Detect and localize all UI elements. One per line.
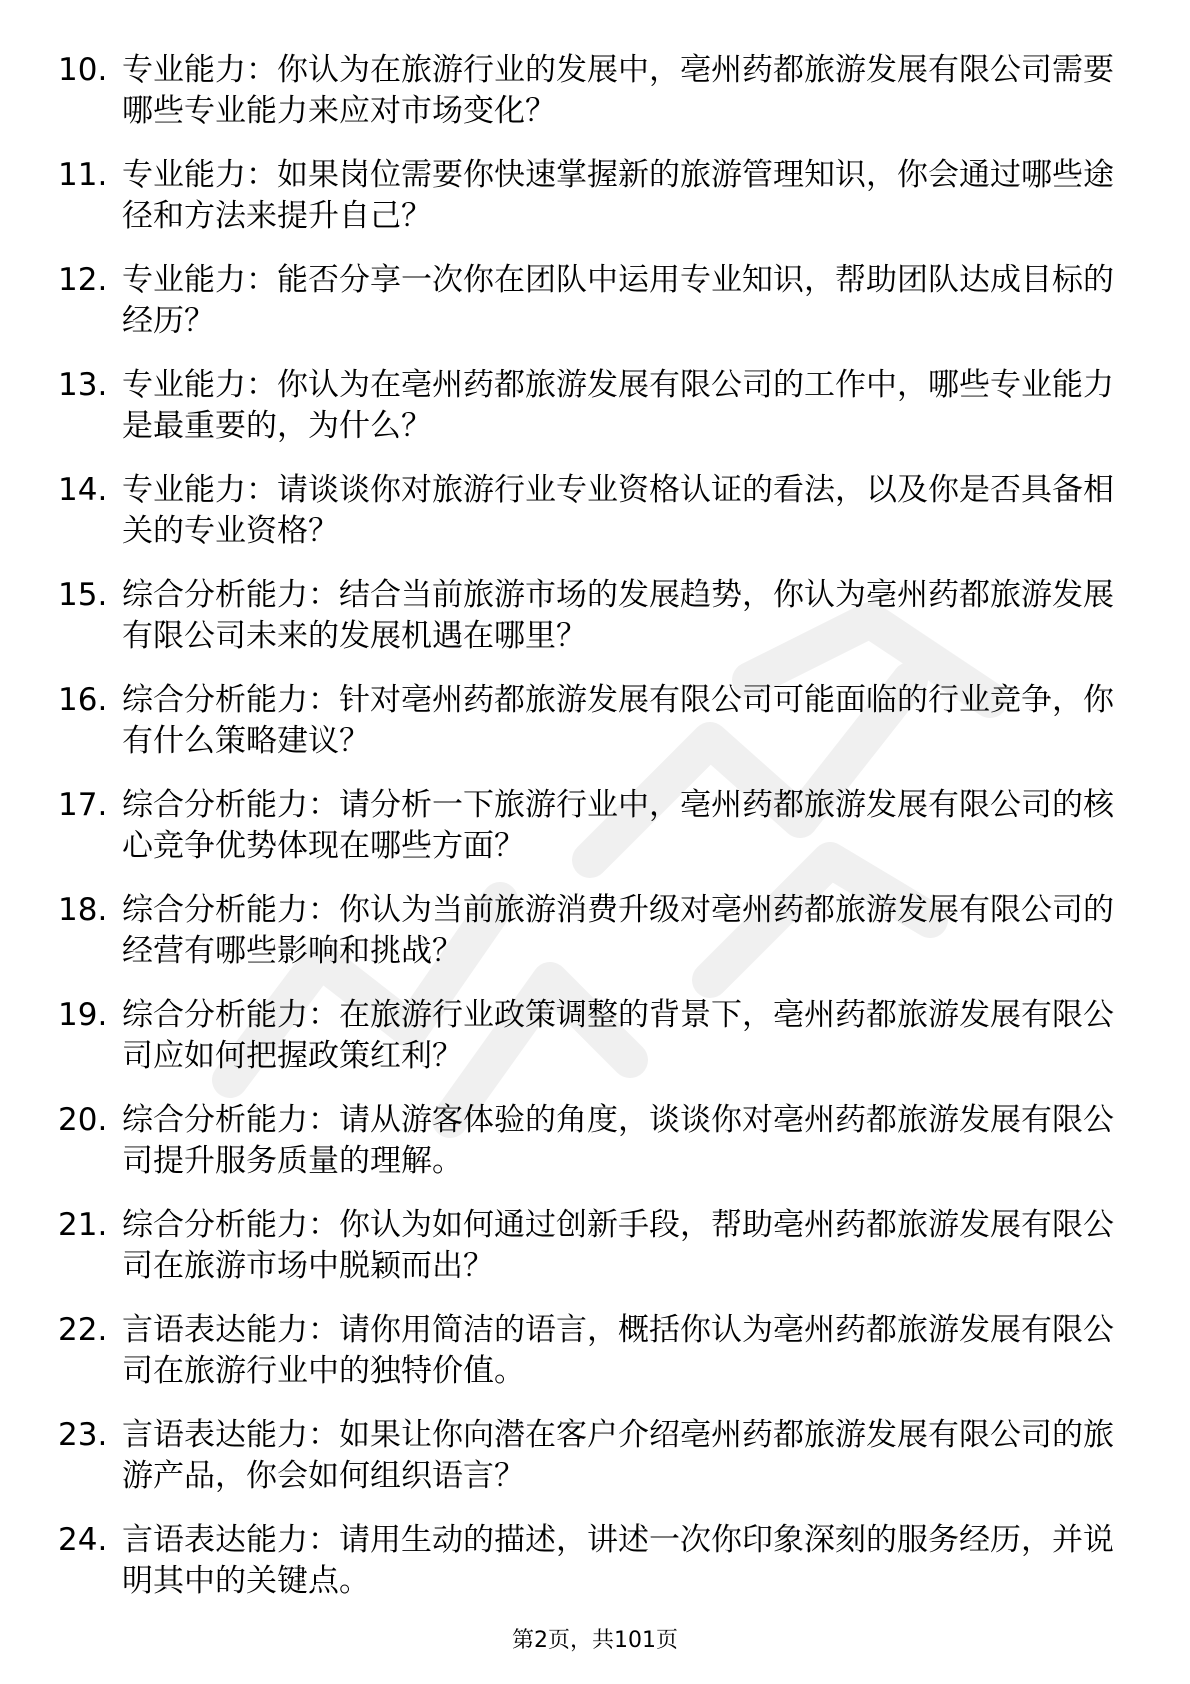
question-number: 19.	[58, 997, 108, 1033]
question-item-14	[58, 470, 1118, 575]
question-number: 22.	[58, 1312, 108, 1348]
question-item-13	[58, 365, 1118, 470]
question-item-20	[58, 1100, 1118, 1205]
question-text: 综合分析能力：你认为如何通过创新手段，帮助亳州药都旅游发展有限公司在旅游市场中脱颖而出？	[122, 1207, 1114, 1284]
question-text: 言语表达能力：如果让你向潜在客户介绍亳州药都旅游发展有限公司的旅游产品，你会如何组织语言？	[122, 1417, 1114, 1494]
question-text: 专业能力：你认为在亳州药都旅游发展有限公司的工作中，哪些专业能力是最重要的，为什么？	[122, 367, 1114, 444]
question-number: 24.	[58, 1522, 108, 1558]
question-number: 13.	[58, 367, 108, 403]
question-text: 综合分析能力：请从游客体验的角度，谈谈你对亳州药都旅游发展有限公司提升服务质量的理解。	[122, 1102, 1114, 1179]
question-number: 20.	[58, 1102, 108, 1138]
question-text: 综合分析能力：你认为当前旅游消费升级对亳州药都旅游发展有限公司的经营有哪些影响和挑战？	[122, 892, 1114, 969]
question-item-17	[58, 785, 1118, 890]
question-item-21	[58, 1205, 1118, 1310]
question-item-24	[58, 1520, 1118, 1625]
question-number: 11.	[58, 157, 108, 193]
page-number-label: 第2页，共101页	[512, 1628, 678, 1653]
question-text: 专业能力：如果岗位需要你快速掌握新的旅游管理知识，你会通过哪些途径和方法来提升自己？	[122, 157, 1114, 234]
page-footer	[0, 1626, 1190, 1656]
question-item-12	[58, 260, 1118, 365]
question-number: 21.	[58, 1207, 108, 1243]
question-number: 15.	[58, 577, 108, 613]
question-item-15	[58, 575, 1118, 680]
question-number: 18.	[58, 892, 108, 928]
question-text: 综合分析能力：请分析一下旅游行业中，亳州药都旅游发展有限公司的核心竞争优势体现在哪些方面？	[122, 787, 1114, 864]
question-number: 12.	[58, 262, 108, 298]
question-text: 专业能力：请谈谈你对旅游行业专业资格认证的看法，以及你是否具备相关的专业资格？	[122, 472, 1114, 549]
question-number: 17.	[58, 787, 108, 823]
question-text: 综合分析能力：在旅游行业政策调整的背景下，亳州药都旅游发展有限公司应如何把握政策红利？	[122, 997, 1114, 1074]
question-text: 综合分析能力：针对亳州药都旅游发展有限公司可能面临的行业竞争，你有什么策略建议？	[122, 682, 1114, 759]
question-item-23	[58, 1415, 1118, 1520]
question-text: 言语表达能力：请你用简洁的语言，概括你认为亳州药都旅游发展有限公司在旅游行业中的独特价值。	[122, 1312, 1114, 1389]
question-number: 10.	[58, 52, 108, 88]
question-number: 14.	[58, 472, 108, 508]
question-number: 16.	[58, 682, 108, 718]
question-text: 综合分析能力：结合当前旅游市场的发展趋势，你认为亳州药都旅游发展有限公司未来的发展机遇在哪里？	[122, 577, 1114, 654]
question-text: 言语表达能力：请用生动的描述，讲述一次你印象深刻的服务经历，并说明其中的关键点。	[122, 1522, 1114, 1599]
question-item-18	[58, 890, 1118, 995]
question-text: 专业能力：你认为在旅游行业的发展中，亳州药都旅游发展有限公司需要哪些专业能力来应对市场变化？	[122, 52, 1114, 129]
question-item-16	[58, 680, 1118, 785]
question-item-22	[58, 1310, 1118, 1415]
question-item-19	[58, 995, 1118, 1100]
question-item-10	[58, 50, 1118, 155]
question-item-11	[58, 155, 1118, 260]
question-list	[58, 50, 1118, 1625]
question-text: 专业能力：能否分享一次你在团队中运用专业知识，帮助团队达成目标的经历？	[122, 262, 1114, 339]
question-number: 23.	[58, 1417, 108, 1453]
